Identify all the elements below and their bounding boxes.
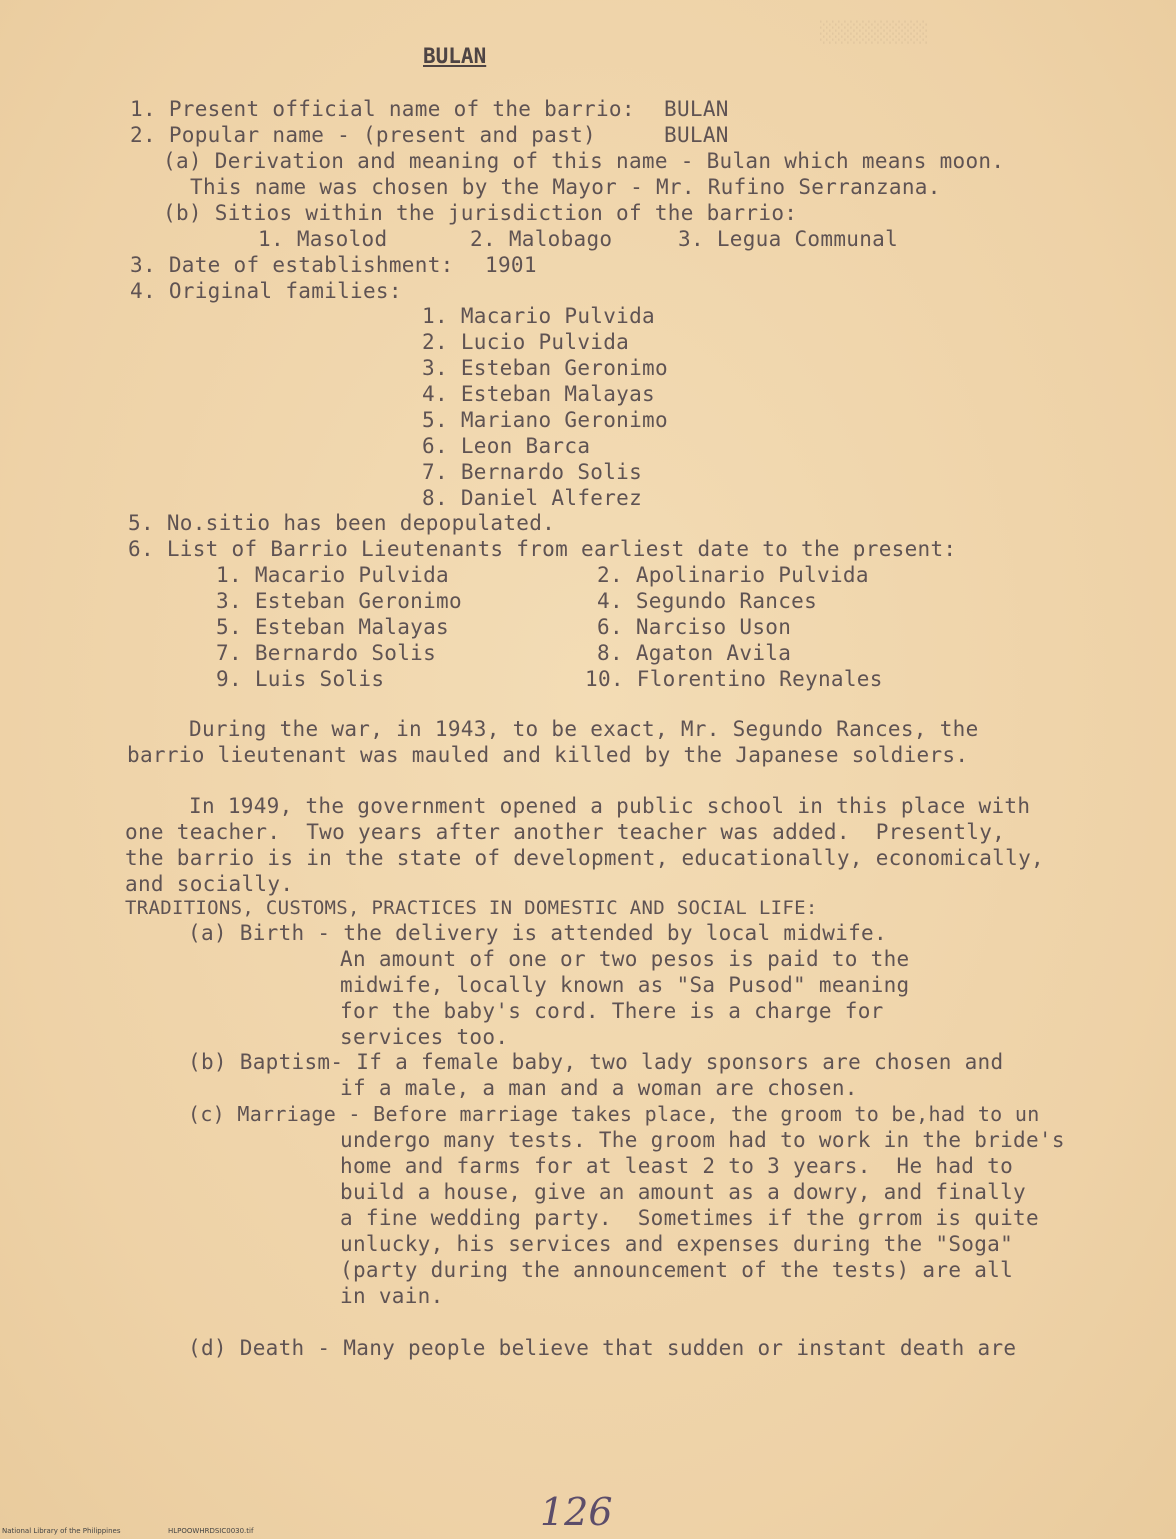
lieutenant-6: 6. Narciso Uson: [597, 615, 792, 639]
school-paragraph-line2: one teacher. Two years after another teacher was added. Presently,: [125, 820, 1006, 844]
item-2-value: BULAN: [664, 123, 729, 147]
lieutenant-5: 5. Esteban Malayas: [216, 615, 449, 639]
page-number: 126: [540, 1490, 613, 1534]
lieutenant-10: 10. Florentino Reynales: [585, 667, 883, 691]
family-7: 7. Bernardo Solis: [422, 460, 643, 484]
lieutenant-1: 1. Macario Pulvida: [216, 563, 449, 587]
item-5: 5. No.sitio has been depopulated.: [128, 511, 556, 535]
birth-line4: for the baby's cord. There is a charge for: [340, 999, 884, 1023]
birth-line1: (a) Birth - the delivery is attended by local midwife.: [188, 921, 887, 945]
sitio-1: 1. Masolod: [258, 227, 388, 251]
family-6: 6. Leon Barca: [422, 434, 591, 458]
item-2b-line: (b) Sitios within the jurisdiction of the barrio:: [163, 201, 798, 225]
marriage-line6: unlucky, his services and expenses during the "Soga": [340, 1232, 1014, 1256]
marriage-line1: (c) Marriage - Before marriage takes place, the groom to be,had to un: [188, 1102, 1040, 1126]
lieutenant-4: 4. Segundo Rances: [597, 589, 818, 613]
family-5: 5. Mariano Geronimo: [422, 408, 668, 432]
death-line1: (d) Death - Many people believe that sudden or instant death are: [188, 1336, 1017, 1360]
marriage-line5: a fine wedding party. Sometimes if the grrom is quite: [340, 1206, 1039, 1230]
lieutenant-7: 7. Bernardo Solis: [216, 641, 437, 665]
birth-line5: services too.: [340, 1025, 509, 1049]
family-3: 3. Esteban Geronimo: [422, 356, 668, 380]
war-paragraph-line2: barrio lieutenant was mauled and killed by the Japanese soldiers.: [127, 743, 969, 767]
page-title: BULAN: [423, 44, 487, 68]
school-paragraph-line1: In 1949, the government opened a public school in this place with: [189, 794, 1031, 818]
item-4-label: 4. Original families:: [130, 279, 402, 303]
birth-line2: An amount of one or two pesos is paid to the: [340, 947, 910, 971]
family-2: 2. Lucio Pulvida: [422, 330, 630, 354]
item-3-label: 3. Date of establishment:: [130, 253, 454, 277]
item-1-label: 1. Present official name of the barrio:: [130, 97, 635, 121]
lieutenant-2: 2. Apolinario Pulvida: [597, 563, 869, 587]
marriage-line3: home and farms for at least 2 to 3 years. He had to: [340, 1154, 1014, 1178]
lieutenant-3: 3. Esteban Geronimo: [216, 589, 462, 613]
item-2a-line1: (a) Derivation and meaning of this name - Bulan which means moon.: [163, 149, 1005, 173]
birth-line3: midwife, locally known as "Sa Pusod" meaning: [340, 973, 910, 997]
marriage-line4: build a house, give an amount as a dowry, and finally: [340, 1180, 1026, 1204]
item-2-label: 2. Popular name - (present and past): [130, 123, 596, 147]
footer-file: HLPOOWHRDSIC0030.tif: [168, 1527, 254, 1535]
traditions-heading: TRADITIONS, CUSTOMS, PRACTICES IN DOMESTIC AND SOCIAL LIFE:: [125, 897, 818, 919]
sitio-2: 2. Malobago: [470, 227, 613, 251]
baptism-line1: (b) Baptism- If a female baby, two lady sponsors are chosen and: [188, 1050, 1004, 1074]
school-paragraph-line4: and socially.: [125, 872, 294, 896]
marriage-line7: (party during the announcement of the tests) are all: [340, 1258, 1014, 1282]
sitio-3: 3. Legua Communal: [678, 227, 899, 251]
school-paragraph-line3: the barrio is in the state of development, educationally, economically,: [125, 846, 1044, 870]
family-8: 8. Daniel Alferez: [422, 486, 643, 510]
item-6: 6. List of Barrio Lieutenants from earliest date to the present:: [128, 537, 957, 561]
marriage-line2: undergo many tests. The groom had to work in the bride's: [340, 1128, 1065, 1152]
family-1: 1. Macario Pulvida: [422, 304, 655, 328]
item-3-value: 1901: [485, 253, 537, 277]
family-4: 4. Esteban Malayas: [422, 382, 655, 406]
bleed-through: ░░░░░░░░░: [820, 20, 929, 44]
item-1-value: BULAN: [664, 97, 729, 121]
marriage-line8: in vain.: [340, 1284, 444, 1308]
lieutenant-8: 8. Agaton Avila: [597, 641, 792, 665]
war-paragraph-line1: During the war, in 1943, to be exact, Mr. Segundo Rances, the: [189, 717, 979, 741]
lieutenant-9: 9. Luis Solis: [216, 667, 385, 691]
item-2a-line2: This name was chosen by the Mayor - Mr. Rufino Serranzana.: [190, 175, 941, 199]
baptism-line2: if a male, a man and a woman are chosen.: [340, 1076, 858, 1100]
footer-library: National Library of the Philippines: [2, 1527, 121, 1535]
